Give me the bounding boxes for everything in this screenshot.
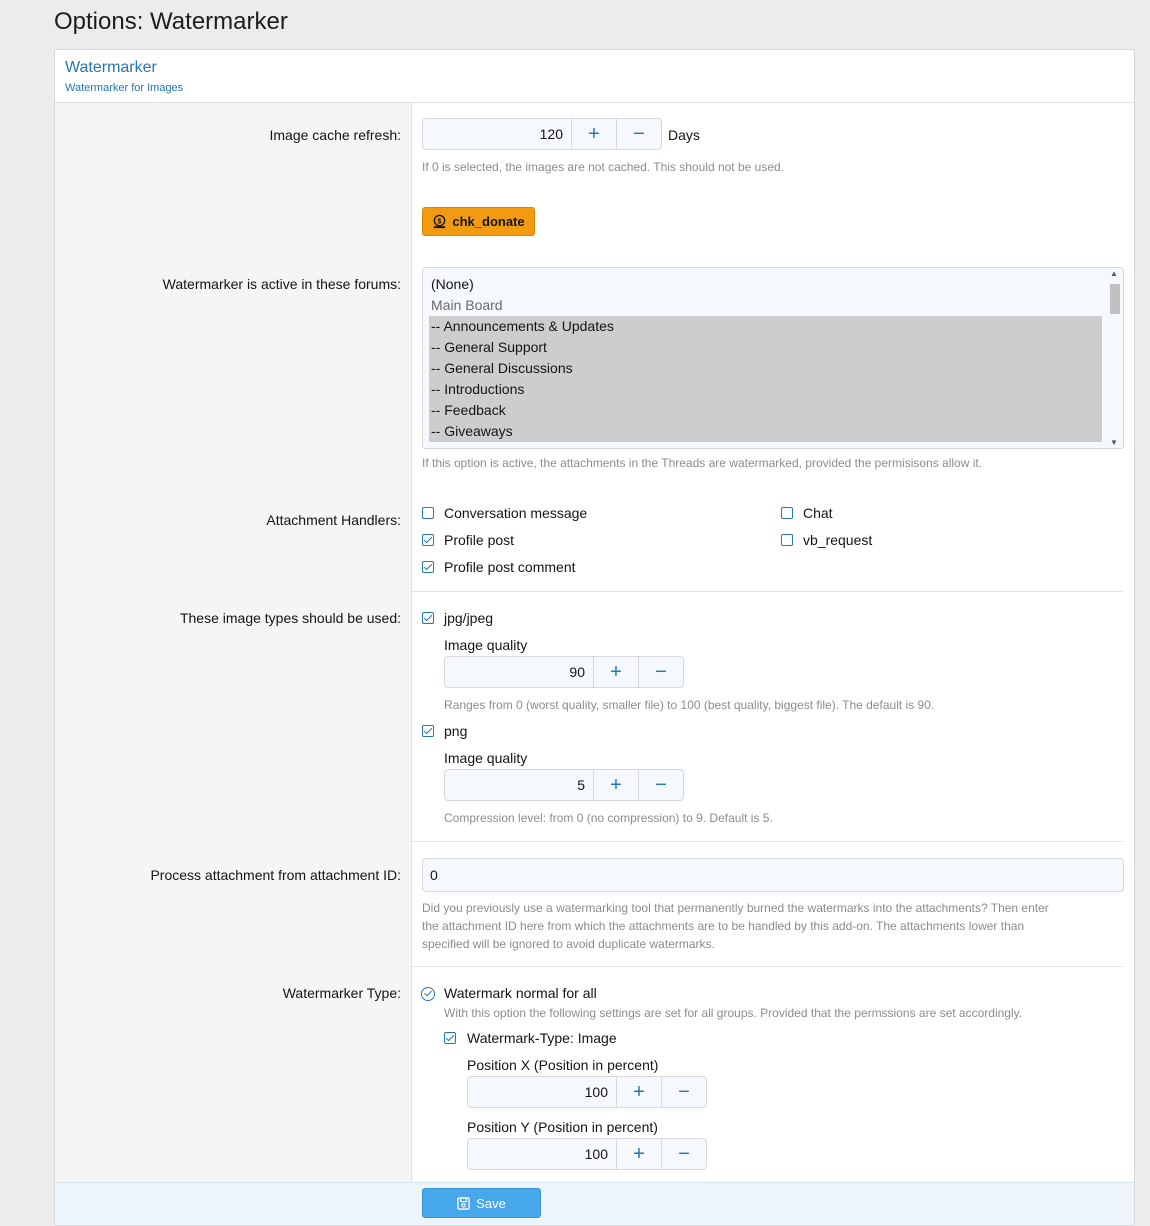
types-label: These image types should be used: [179,610,401,626]
handlers-label: Attachment Handlers: [266,512,401,528]
forum-option[interactable]: -- General Discussions [429,358,1102,379]
scroll-up-icon[interactable]: ▲ [1110,269,1118,278]
form-footer [55,1182,1134,1226]
forums-hint: If this option is active, the attachments in the Threads are watermarked, provided the permisisons allow it. [422,456,983,470]
handler-checkbox-profile-comment[interactable] [422,561,434,573]
forum-option[interactable]: -- Feedback [429,400,1102,421]
save-icon [457,1197,470,1210]
handler-checkbox-conversation[interactable] [422,507,434,519]
png-quality-input[interactable]: 5 [577,777,585,793]
block-description: Watermarker for Images [65,82,184,94]
process-hint-line: the attachment ID here from which the attachments are to be handled by this add-on. The attachments lower than [422,919,1025,933]
forum-option[interactable]: -- Introductions [429,379,1102,400]
png-quality-label: Image quality [444,750,528,766]
donate-icon [432,214,447,229]
handler-label-profile-post: Profile post [444,532,515,548]
jpg-quality-input[interactable]: 90 [569,664,585,680]
jpg-checkbox[interactable] [422,612,434,624]
scrollbar-thumb[interactable] [1110,284,1120,314]
forum-option[interactable]: (None) [431,276,474,292]
process-hint-line: Did you previously use a watermarking tool that permanently burned the watermarks into the attachments? Then enter [422,901,1049,915]
png-checkbox[interactable] [422,725,434,737]
forum-option[interactable]: Main Board [431,297,503,313]
png-quality-hint: Compression level: from 0 (no compression) to 9. Default is 5. [444,811,773,825]
handler-checkbox-vb-request[interactable] [781,534,793,546]
pos-x-input[interactable]: 100 [584,1084,608,1100]
block-header [55,50,1134,103]
jpg-quality-stepper [444,656,684,688]
png-label: png [444,723,468,739]
watermark-type-image-label: Watermark-Type: Image [467,1030,617,1046]
handler-label-profile-comment: Profile post comment [444,559,576,575]
handler-label-chat: Chat [803,505,833,521]
handler-checkbox-profile-post[interactable] [422,534,434,546]
process-hint-line: specified will be ignored to avoid duplicate watermarks. [422,937,715,951]
handler-label-vb-request: vb_request [803,532,873,548]
pos-x-decrement-button[interactable]: − [661,1077,706,1107]
handler-label-conversation: Conversation message [444,505,588,521]
process-label: Process attachment from attachment ID: [150,867,401,883]
pos-x-increment-button[interactable]: + [616,1077,661,1107]
handler-checkbox-chat[interactable] [781,507,793,519]
divider [411,841,1123,842]
forums-select[interactable] [422,267,1124,449]
watermark-normal-radio[interactable] [421,987,435,1001]
cache-increment-button[interactable]: + [571,119,616,149]
label-column [55,103,412,1183]
pos-x-stepper [467,1076,707,1108]
forums-label: Watermarker is active in these forums: [162,276,401,292]
cache-input[interactable]: 120 [539,126,563,142]
scroll-down-icon[interactable]: ▼ [1110,438,1118,447]
jpg-quality-increment-button[interactable]: + [593,657,638,687]
forum-option[interactable]: -- Giveaways [429,421,1102,442]
png-quality-stepper [444,769,684,801]
pos-y-input[interactable]: 100 [584,1146,608,1162]
pos-x-label: Position X (Position in percent) [467,1057,659,1073]
forum-option[interactable]: -- Announcements & Updates [429,316,1102,337]
pos-y-increment-button[interactable]: + [616,1139,661,1169]
watermark-type-image-checkbox[interactable] [444,1032,456,1044]
wtype-label: Watermarker Type: [282,985,401,1001]
options-block [54,49,1135,1226]
block-title: Watermarker [65,59,157,76]
png-quality-decrement-button[interactable]: − [638,770,683,800]
divider [411,966,1123,967]
save-label: Save [476,1195,506,1211]
save-button[interactable] [422,1188,541,1218]
png-quality-increment-button[interactable]: + [593,770,638,800]
jpg-quality-label: Image quality [444,637,528,653]
pos-y-decrement-button[interactable]: − [661,1139,706,1169]
cache-stepper [422,118,662,150]
jpg-quality-hint: Ranges from 0 (worst quality, smaller file) to 100 (best quality, biggest file). The default is 90. [444,698,935,712]
cache-decrement-button[interactable]: − [616,119,661,149]
cache-label: Image cache refresh: [269,127,401,143]
cache-hint: If 0 is selected, the images are not cached. This should not be used. [422,160,784,174]
watermark-normal-hint: With this option the following settings are set for all groups. Provided that the permssions are set accordingly. [444,1006,1023,1020]
cache-unit: Days [668,127,700,143]
jpg-label: jpg/jpeg [444,610,494,626]
donate-button[interactable] [422,207,535,236]
donate-label: chk_donate [452,214,525,229]
forum-option[interactable]: -- General Support [429,337,1102,358]
jpg-quality-decrement-button[interactable]: − [638,657,683,687]
pos-y-stepper [467,1138,707,1170]
watermark-normal-label: Watermark normal for all [444,985,597,1001]
forums-scrollbar[interactable] [1107,268,1123,448]
divider [411,591,1123,592]
svg-text:$: $ [437,216,442,226]
pos-y-label: Position Y (Position in percent) [467,1119,658,1135]
page-title: Options: Watermarker [54,8,288,35]
attachment-id-input[interactable]: 0 [422,858,1124,892]
